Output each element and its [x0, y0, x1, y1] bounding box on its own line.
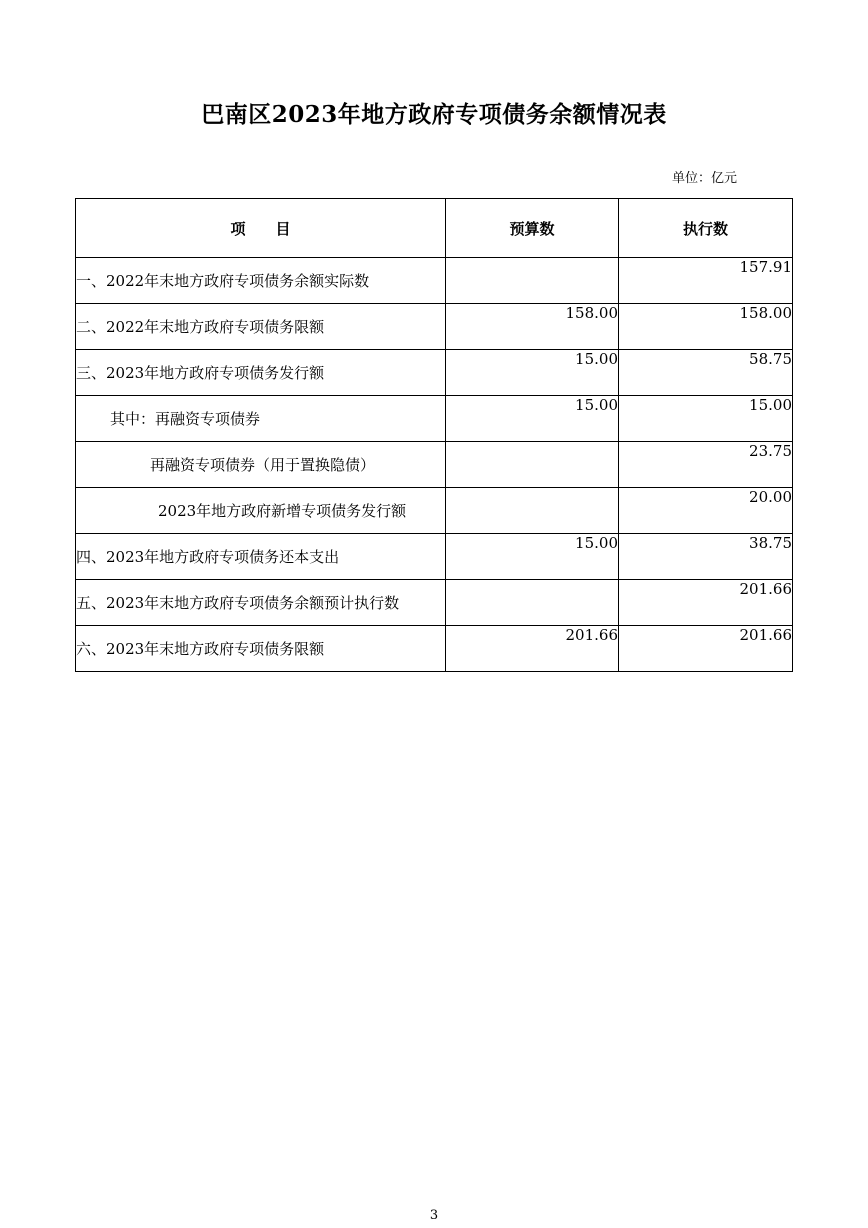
table-row: [76, 534, 793, 580]
row-budget: 15.00: [446, 534, 619, 580]
debt-balance-table: [75, 198, 793, 672]
header-item: 项 目: [76, 199, 446, 258]
table-header-row: [76, 199, 793, 258]
row-actual: 15.00: [619, 396, 793, 442]
table-row: [76, 580, 793, 626]
row-actual: 58.75: [619, 350, 793, 396]
page-number: 3: [429, 1208, 439, 1223]
table-row: [76, 442, 793, 488]
row-budget: 201.66: [446, 626, 619, 672]
table-row: [76, 304, 793, 350]
row-item: 二、2022年末地方政府专项债务限额: [76, 304, 446, 350]
header-budget: 预算数: [446, 199, 619, 258]
row-actual: 157.91: [619, 258, 793, 304]
row-budget: [446, 258, 619, 304]
row-item: 五、2023年末地方政府专项债务余额预计执行数: [76, 580, 446, 626]
row-budget: 15.00: [446, 396, 619, 442]
row-actual: 20.00: [619, 488, 793, 534]
row-budget: 158.00: [446, 304, 619, 350]
row-budget: 15.00: [446, 350, 619, 396]
row-item: 2023年地方政府新增专项债务发行额: [76, 488, 446, 534]
row-actual: 201.66: [619, 580, 793, 626]
row-budget: [446, 442, 619, 488]
page-title: 巴南区2023年地方政府专项债务余额情况表: [201, 101, 667, 128]
row-item: 再融资专项债券（用于置换隐债）: [76, 442, 446, 488]
row-actual: 23.75: [619, 442, 793, 488]
row-actual: 158.00: [619, 304, 793, 350]
table-row: [76, 626, 793, 672]
row-item: 四、2023年地方政府专项债务还本支出: [76, 534, 446, 580]
row-actual: 201.66: [619, 626, 793, 672]
table-row: [76, 396, 793, 442]
table-row: [76, 488, 793, 534]
row-item: 其中：再融资专项债券: [76, 396, 446, 442]
row-item: 六、2023年末地方政府专项债务限额: [76, 626, 446, 672]
table-row: [76, 350, 793, 396]
row-item: 一、2022年末地方政府专项债务余额实际数: [76, 258, 446, 304]
row-budget: [446, 488, 619, 534]
table-row: [76, 258, 793, 304]
unit-label: 单位：亿元: [672, 171, 738, 186]
row-item: 三、2023年地方政府专项债务发行额: [76, 350, 446, 396]
header-actual: 执行数: [619, 199, 793, 258]
row-actual: 38.75: [619, 534, 793, 580]
row-budget: [446, 580, 619, 626]
